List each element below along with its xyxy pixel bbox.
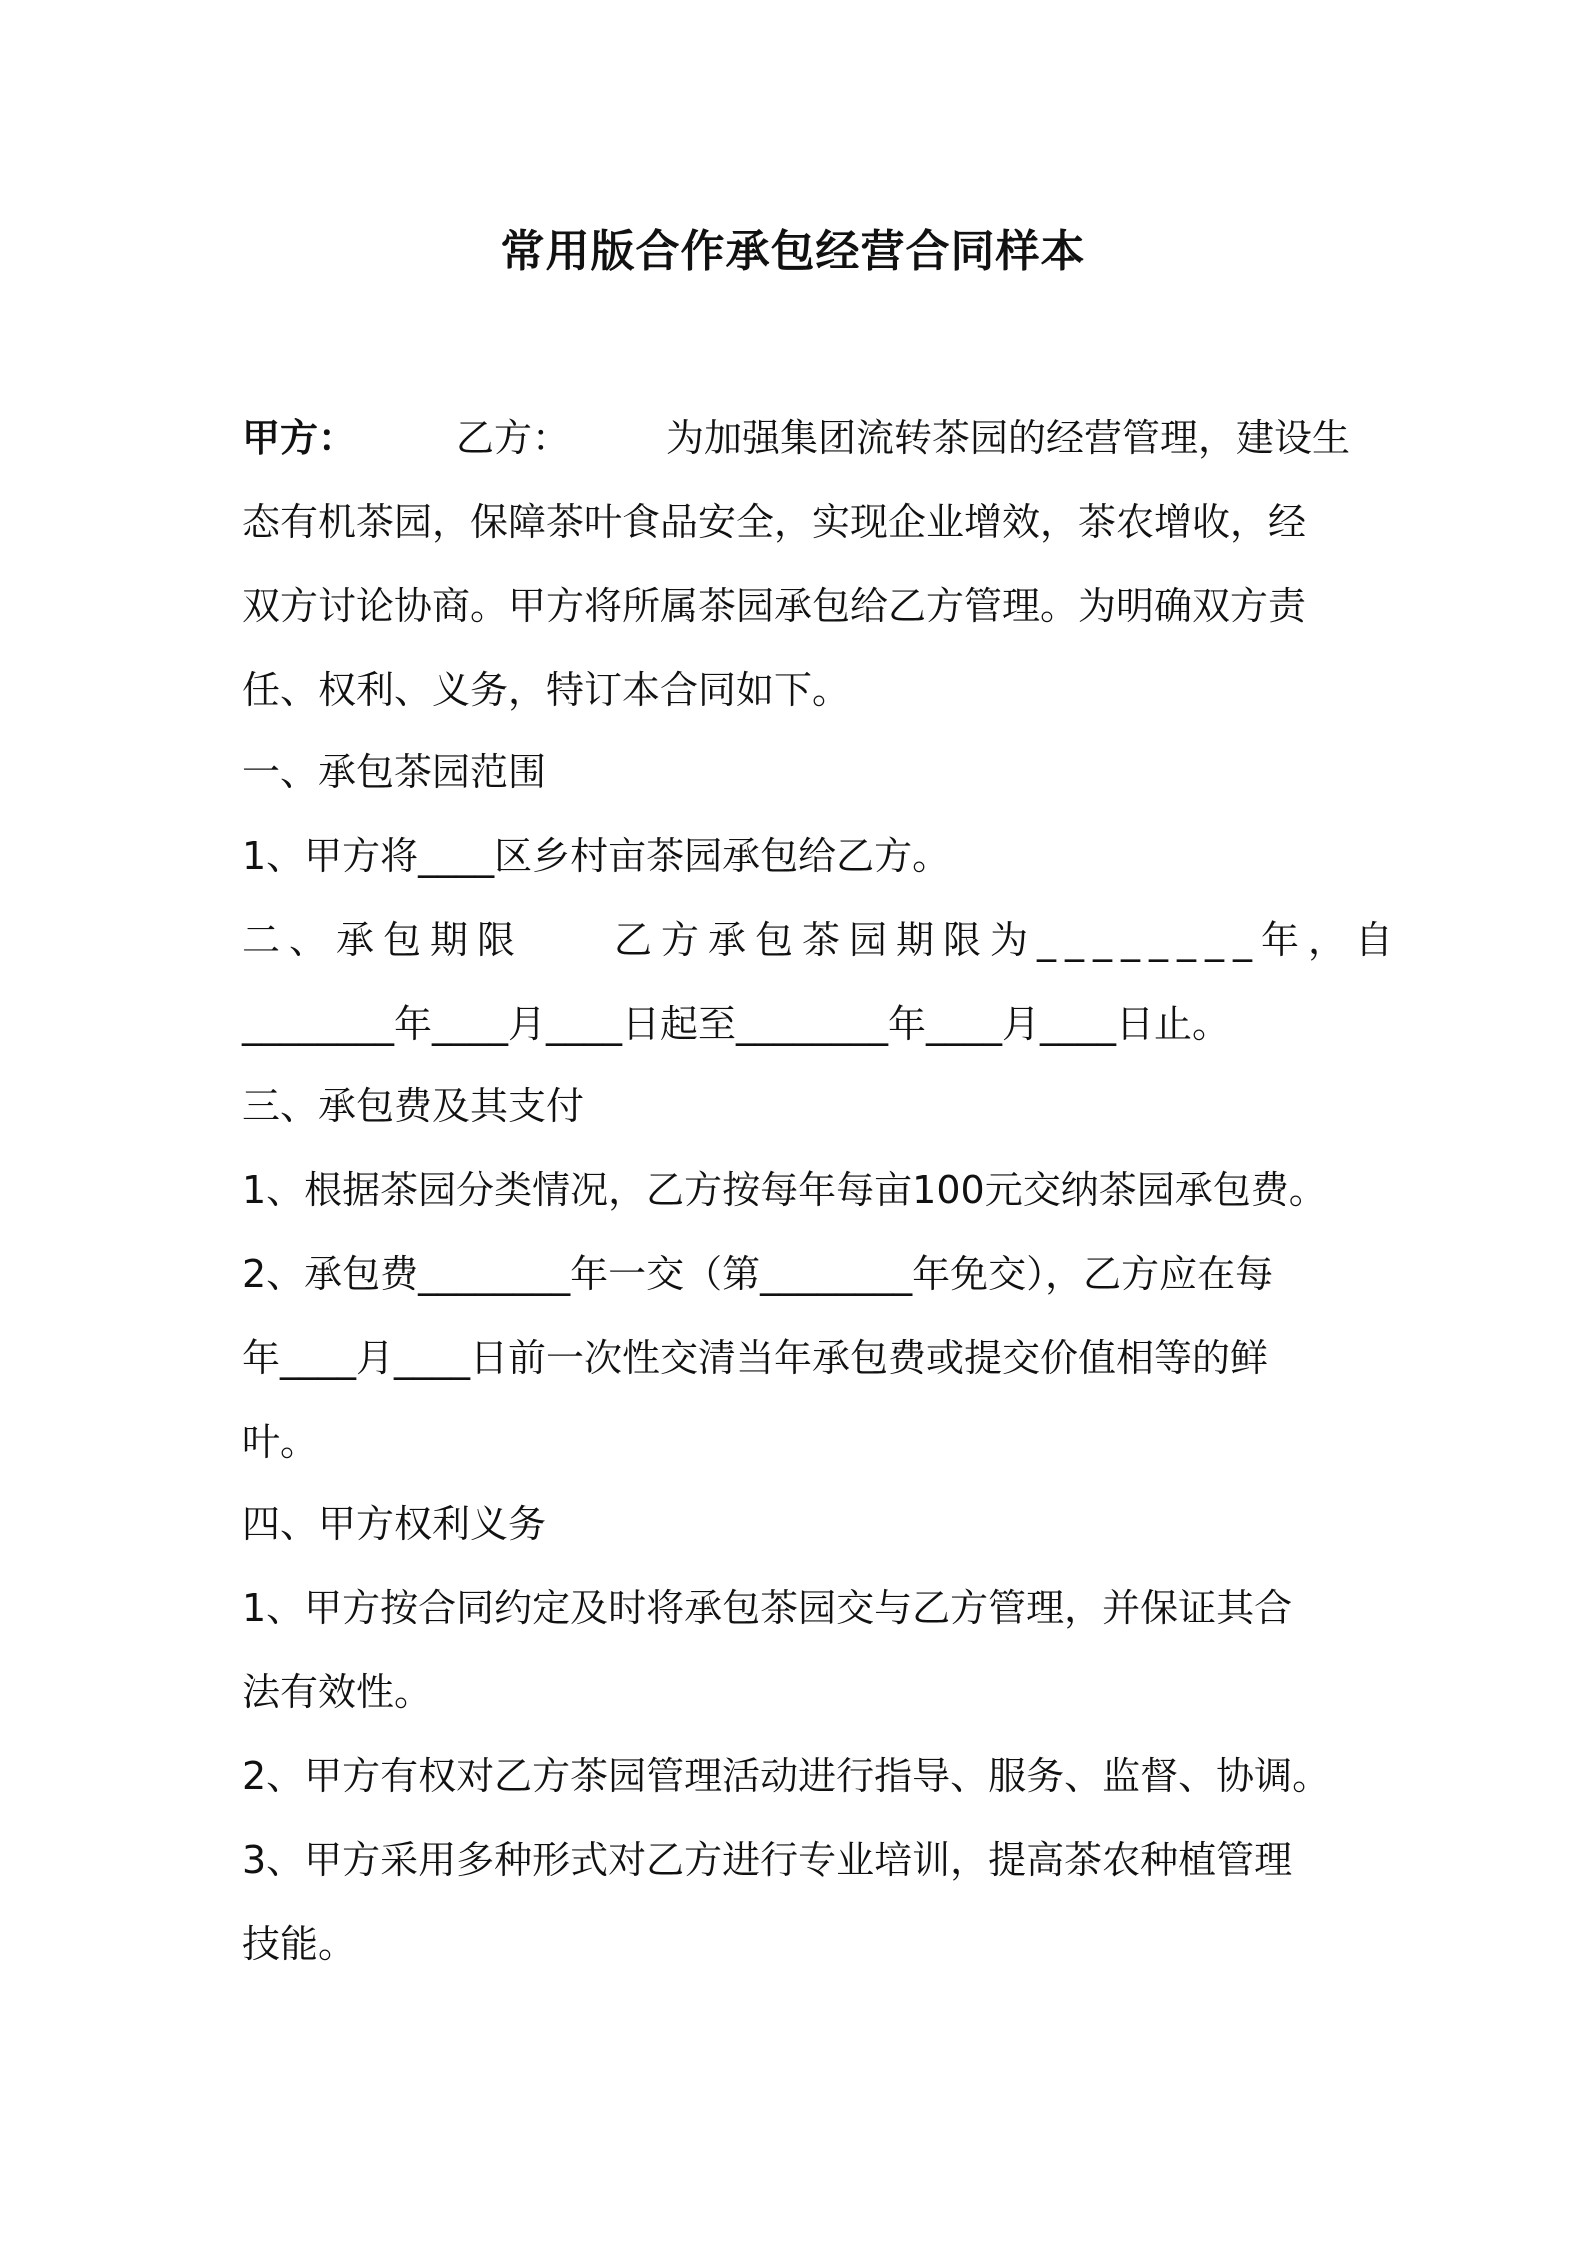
section-4-heading: 四、甲方权利义务 [242, 1502, 547, 1546]
party-b-label: 乙方： [456, 416, 571, 460]
section-3-item-1: 1、根据茶园分类情况，乙方按每年每亩100元交纳茶园承包费。 [242, 1168, 1327, 1212]
parties-line [242, 412, 1350, 464]
section-1-heading: 一、承包茶园范围 [242, 750, 547, 794]
section-3-heading: 三、承包费及其支付 [242, 1084, 585, 1128]
section-3-item-2-line-3: 叶。 [242, 1420, 319, 1464]
intro-line-3: 双方讨论协商。甲方将所属茶园承包给乙方管理。为明确双方责 [242, 584, 1307, 628]
section-2-text-1: 乙方承包茶园期限为________年，自 [614, 918, 1403, 962]
section-1-item-1: 1、甲方将____区乡村亩茶园承包给乙方。 [242, 834, 951, 878]
intro-line-2: 态有机茶园，保障茶叶食品安全，实现企业增效，茶农增收，经 [242, 500, 1307, 544]
section-4-item-2: 2、甲方有权对乙方茶园管理活动进行指导、服务、监督、协调。 [242, 1754, 1331, 1798]
section-2-line-1 [242, 914, 1402, 966]
intro-line-1: 为加强集团流转茶园的经营管理，建设生 [666, 416, 1351, 460]
section-4-item-1-line-2: 法有效性。 [242, 1670, 433, 1714]
section-2-heading: 二、承包期限 [242, 918, 525, 962]
section-2-line-2: ________年____月____日起至________年____月____日止。 [242, 1002, 1231, 1046]
intro-line-4: 任、权利、义务，特订本合同如下。 [242, 668, 851, 712]
section-3-item-2-line-2: 年____月____日前一次性交清当年承包费或提交价值相等的鲜 [242, 1336, 1269, 1380]
party-a-label: 甲方： [242, 416, 357, 460]
section-4-item-1-line-1: 1、甲方按合同约定及时将承包茶园交与乙方管理，并保证其合 [242, 1586, 1293, 1630]
section-3-item-2-line-1: 2、承包费________年一交（第________年免交），乙方应在每 [242, 1252, 1274, 1296]
section-4-item-3-line-1: 3、甲方采用多种形式对乙方进行专业培训，提高茶农种植管理 [242, 1838, 1293, 1882]
document-title: 常用版合作承包经营合同样本 [500, 226, 1086, 277]
section-4-item-3-line-2: 技能。 [242, 1922, 357, 1966]
